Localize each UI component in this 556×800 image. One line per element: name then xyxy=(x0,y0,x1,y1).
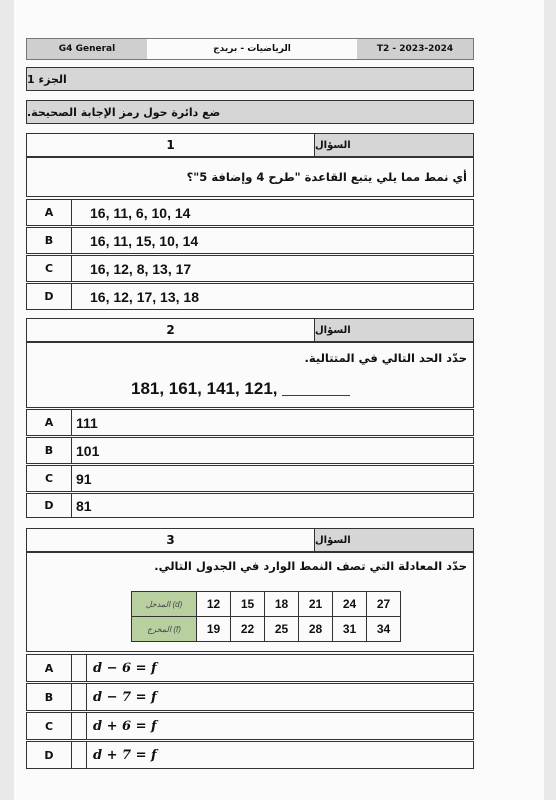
worksheet-header xyxy=(26,38,474,60)
table-cell: 21 xyxy=(299,592,333,617)
option-letter: D xyxy=(27,494,72,517)
option-row[interactable] xyxy=(26,741,474,769)
table-cell: 27 xyxy=(367,592,401,617)
question-3-header xyxy=(26,528,474,552)
answer-blank xyxy=(282,395,350,396)
option-gap xyxy=(72,684,87,710)
option-value: 111 xyxy=(76,414,98,431)
option-gap xyxy=(72,742,87,768)
option-row[interactable] xyxy=(26,227,474,254)
option-letter: B xyxy=(27,228,72,253)
option-gap xyxy=(72,713,87,739)
option-value: d + 7 = f xyxy=(93,747,157,763)
question-2-text: حدّد الحد التالي في المتتالية. xyxy=(304,351,467,365)
question-1-text: أي نمط مما يلي يتبع القاعدة "طرح 4 وإضافة 5"؟ xyxy=(26,157,474,197)
option-value: 101 xyxy=(76,442,100,459)
option-letter: B xyxy=(27,438,72,463)
question-number: 2 xyxy=(166,323,175,337)
option-value: 81 xyxy=(76,497,92,514)
option-value: d − 7 = f xyxy=(93,689,157,705)
option-row[interactable] xyxy=(26,199,474,226)
term-label: T2 - 2023-2024 xyxy=(357,39,473,59)
option-letter: C xyxy=(27,713,72,739)
table-cell: 15 xyxy=(231,592,265,617)
question-number: 1 xyxy=(166,138,175,152)
table-cell: 22 xyxy=(231,617,265,642)
input-row xyxy=(132,592,401,617)
table-cell: 12 xyxy=(197,592,231,617)
input-label: المدخل (d) xyxy=(132,592,197,617)
table-cell: 28 xyxy=(299,617,333,642)
option-value: 16, 11, 15, 10, 14 xyxy=(90,232,199,249)
question-number: 3 xyxy=(166,533,175,547)
table-cell: 25 xyxy=(265,617,299,642)
question-2-text-box xyxy=(26,342,474,408)
option-letter: A xyxy=(27,200,72,225)
subject-label: الرياضيات - بريدج xyxy=(213,44,291,54)
question-2-header xyxy=(26,318,474,342)
option-letter: C xyxy=(27,466,72,491)
option-row[interactable] xyxy=(26,283,474,310)
table-cell: 34 xyxy=(367,617,401,642)
sequence-line xyxy=(131,379,350,399)
question-label: السؤال xyxy=(314,134,473,156)
question-1-header xyxy=(26,133,474,157)
option-value: d + 6 = f xyxy=(93,718,157,734)
output-row xyxy=(132,617,401,642)
option-row[interactable] xyxy=(26,493,474,518)
table-cell: 24 xyxy=(333,592,367,617)
option-letter: B xyxy=(27,684,72,710)
part-title: الجزء 1 xyxy=(26,67,474,91)
option-value: 16, 12, 17, 13, 18 xyxy=(90,288,199,305)
table-cell: 19 xyxy=(197,617,231,642)
option-row[interactable] xyxy=(26,437,474,464)
option-row[interactable] xyxy=(26,712,474,740)
output-label: المخرج (f) xyxy=(132,617,197,642)
instruction-text: ضع دائرة حول رمز الإجابة الصحيحة. xyxy=(26,100,474,124)
option-value: 91 xyxy=(76,470,92,487)
option-value: d − 6 = f xyxy=(93,660,157,676)
option-letter: C xyxy=(27,256,72,281)
option-row[interactable] xyxy=(26,409,474,436)
option-value: 16, 12, 8, 13, 17 xyxy=(90,260,192,277)
table-cell: 18 xyxy=(265,592,299,617)
option-letter: A xyxy=(27,655,72,681)
grade-label: G4 General xyxy=(27,39,147,59)
option-letter: A xyxy=(27,410,72,435)
pattern-table xyxy=(131,591,401,642)
sequence-text: 181, 161, 141, 121, xyxy=(131,379,278,398)
option-row[interactable] xyxy=(26,654,474,682)
table-cell: 31 xyxy=(333,617,367,642)
option-letter: D xyxy=(27,284,72,309)
option-row[interactable] xyxy=(26,255,474,282)
question-3-text-box xyxy=(26,552,474,652)
question-3-text: حدّد المعادلة التي تصف النمط الوارد في الجدول التالي. xyxy=(154,559,467,573)
question-label: السؤال xyxy=(314,529,473,551)
option-row[interactable] xyxy=(26,683,474,711)
option-gap xyxy=(72,655,87,681)
option-letter: D xyxy=(27,742,72,768)
question-label: السؤال xyxy=(314,319,473,341)
option-value: 16, 11, 6, 10, 14 xyxy=(90,204,191,221)
option-row[interactable] xyxy=(26,465,474,492)
